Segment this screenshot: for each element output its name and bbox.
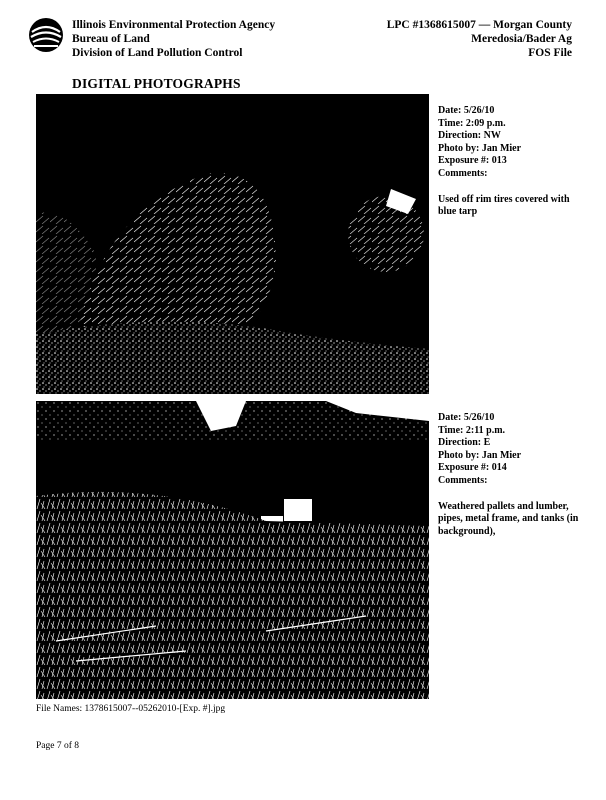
bureau-name: Bureau of Land <box>72 33 150 45</box>
site-block <box>387 18 572 60</box>
agency-name: Illinois Environmental Protection Agency <box>72 19 276 31</box>
file-names: File Names: 1378615007--05262010-[Exp. #].jpg <box>36 704 226 714</box>
site-name: Meredosia/Bader Ag <box>471 33 572 45</box>
photo-2-exposure: Exposure #: 014 <box>438 462 507 474</box>
photo-2-time: Time: 2:11 p.m. <box>438 424 506 436</box>
photo-2-description: Weathered pallets and lumber, pipes, metal frame, and tanks (in background), <box>438 500 579 537</box>
photo-1-comments-label: Comments: <box>438 167 488 179</box>
section-title: DIGITAL PHOTOGRAPHS <box>72 76 241 91</box>
photo-2-direction: Direction: E <box>438 437 491 449</box>
photo-pallets-lumber <box>36 401 429 699</box>
photo-1-direction: Direction: NW <box>438 130 501 142</box>
photo-2-date: Date: 5/26/10 <box>438 412 495 423</box>
photo-1-exposure: Exposure #: 013 <box>438 155 507 167</box>
agency-block <box>72 18 275 60</box>
photo-1-time: Time: 2:09 p.m. <box>438 117 506 129</box>
file-type: FOS File <box>528 47 572 59</box>
lpc-number: LPC #1368615007 — Morgan County <box>386 19 572 31</box>
photo-tires-tarp <box>36 94 429 394</box>
photo-1-caption <box>438 105 588 219</box>
photo-1-date: Date: 5/26/10 <box>438 105 495 116</box>
photo-1-photographer: Photo by: Jan Mier <box>438 142 522 154</box>
page-number: Page 7 of 8 <box>36 741 80 751</box>
photo-2-comments-label: Comments: <box>438 474 488 486</box>
photo-2-photographer: Photo by: Jan Mier <box>438 449 522 461</box>
photo-2-caption <box>438 412 588 538</box>
photo-1-description: Used off rim tires covered with blue tarp <box>438 193 570 218</box>
illinois-epa-logo-icon <box>28 16 64 54</box>
division-name: Division of Land Pollution Control <box>72 47 243 59</box>
